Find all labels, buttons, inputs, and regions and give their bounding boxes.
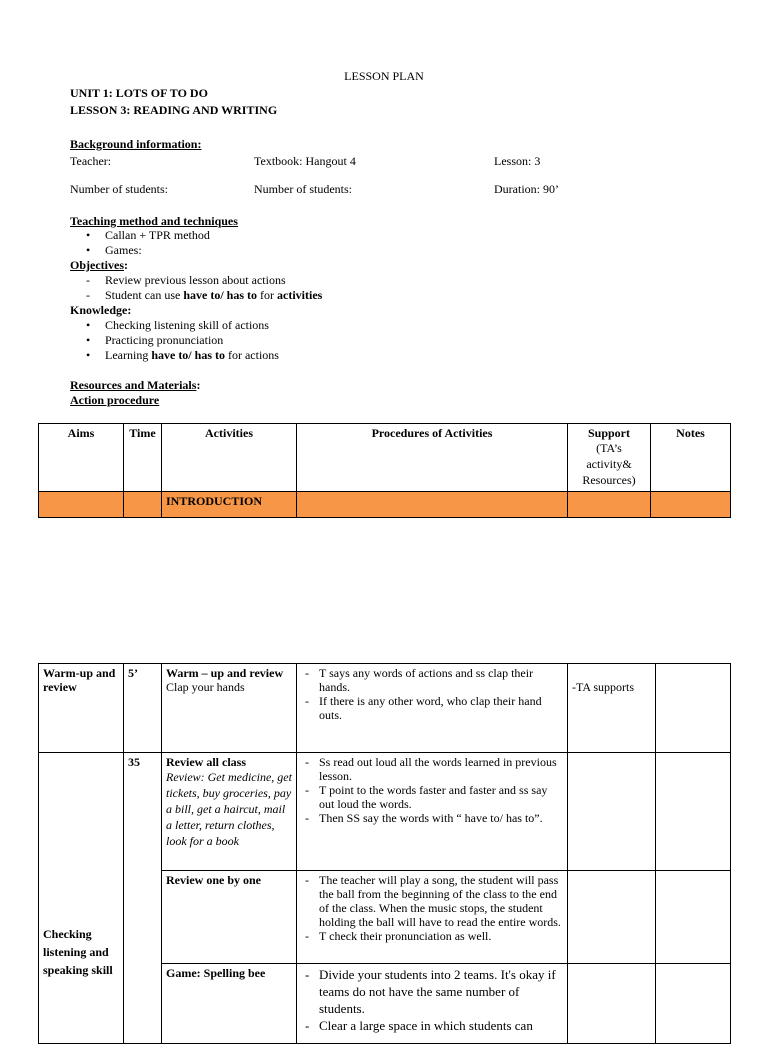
document-title: LESSON PLAN: [344, 69, 424, 83]
objectives-heading: Objectives:: [70, 258, 128, 272]
list-item: • Practicing pronunciation: [86, 333, 224, 347]
students-label-2: Number of students:: [254, 182, 352, 196]
procedures-header: Procedures of Activities: [297, 424, 568, 492]
list-item: • Learning have to/ has to for actions: [86, 348, 279, 362]
resources-heading: Resources and Materials:: [70, 378, 201, 392]
review-all-activity: Review all class Review: Get medicine, get tickets, buy groceries, pay a bill, get a haircut, mail a letter, return clothes, look for a book: [162, 753, 297, 871]
review-one-activity: Review one by one: [162, 871, 297, 964]
table-row: [39, 664, 731, 753]
warmup-aim: Warm-up and review: [39, 664, 124, 753]
list-item: • Checking listening skill of actions: [86, 318, 269, 332]
notes-header: Notes: [651, 424, 731, 492]
warmup-procedure: - T says any words of actions and ss clap their hands. - If there is any other word, who clap their hand outs.: [297, 664, 568, 753]
time-header: Time: [124, 424, 162, 492]
lesson-number: Lesson: 3: [494, 154, 541, 168]
students-label-1: Number of students:: [70, 182, 168, 196]
unit-heading: UNIT 1: LOTS OF TO DO: [70, 86, 208, 100]
action-procedure-heading: Action procedure: [70, 393, 160, 407]
background-heading: Background information:: [70, 137, 202, 151]
knowledge-list: [86, 318, 279, 363]
procedure-table-header: [38, 423, 731, 518]
warmup-support: -TA supports: [568, 664, 656, 753]
duration-label: Duration: 90’: [494, 182, 559, 196]
objectives-list: [86, 273, 322, 303]
lesson-heading: LESSON 3: READING AND WRITING: [70, 103, 278, 117]
spelling-bee-procedure: - Divide your students into 2 teams. It's okay if teams do not have the same number of students. - Clear a large space in which students can: [297, 964, 568, 1044]
aims-header: Aims: [39, 424, 124, 492]
support-header: Support (TA’s activity& Resources): [568, 424, 651, 492]
spelling-bee-activity: Game: Spelling bee: [162, 964, 297, 1044]
list-item: • Callan + TPR method: [86, 228, 210, 242]
introduction-row: [39, 492, 731, 518]
teacher-label: Teacher:: [70, 154, 112, 168]
warmup-time: 5’: [124, 664, 162, 753]
review-one-procedure: - The teacher will play a song, the student will pass the ball from the beginning of the class to the end of the class. When the music stops, the student holding the ball will have to read the entire words. - T check their pronunciation as well.: [297, 871, 568, 964]
review-time: 35: [124, 753, 162, 1044]
knowledge-heading: Knowledge:: [70, 303, 132, 317]
introduction-label: INTRODUCTION: [162, 492, 297, 518]
list-item: - Student can use have to/ has to for activities: [86, 288, 323, 302]
textbook-label: Textbook: Hangout 4: [254, 154, 356, 168]
warmup-activity: Warm – up and review Clap your hands: [162, 664, 297, 753]
list-item: • Games:: [86, 243, 142, 257]
checking-aim: Checking listening and speaking skill: [39, 753, 124, 1044]
table-row: [39, 753, 731, 871]
list-item: - Review previous lesson about actions: [86, 273, 286, 287]
teaching-method-heading: Teaching method and techniques: [70, 214, 238, 228]
table-header-row: [39, 424, 731, 492]
procedure-table-body: [38, 663, 731, 1044]
teaching-method-list: [86, 228, 210, 258]
review-all-procedure: - Ss read out loud all the words learned in previous lesson. - T point to the words faster and faster and ss say out loud the words. - Then SS say the words with “ have to/ has to”.: [297, 753, 568, 871]
activities-header: Activities: [162, 424, 297, 492]
